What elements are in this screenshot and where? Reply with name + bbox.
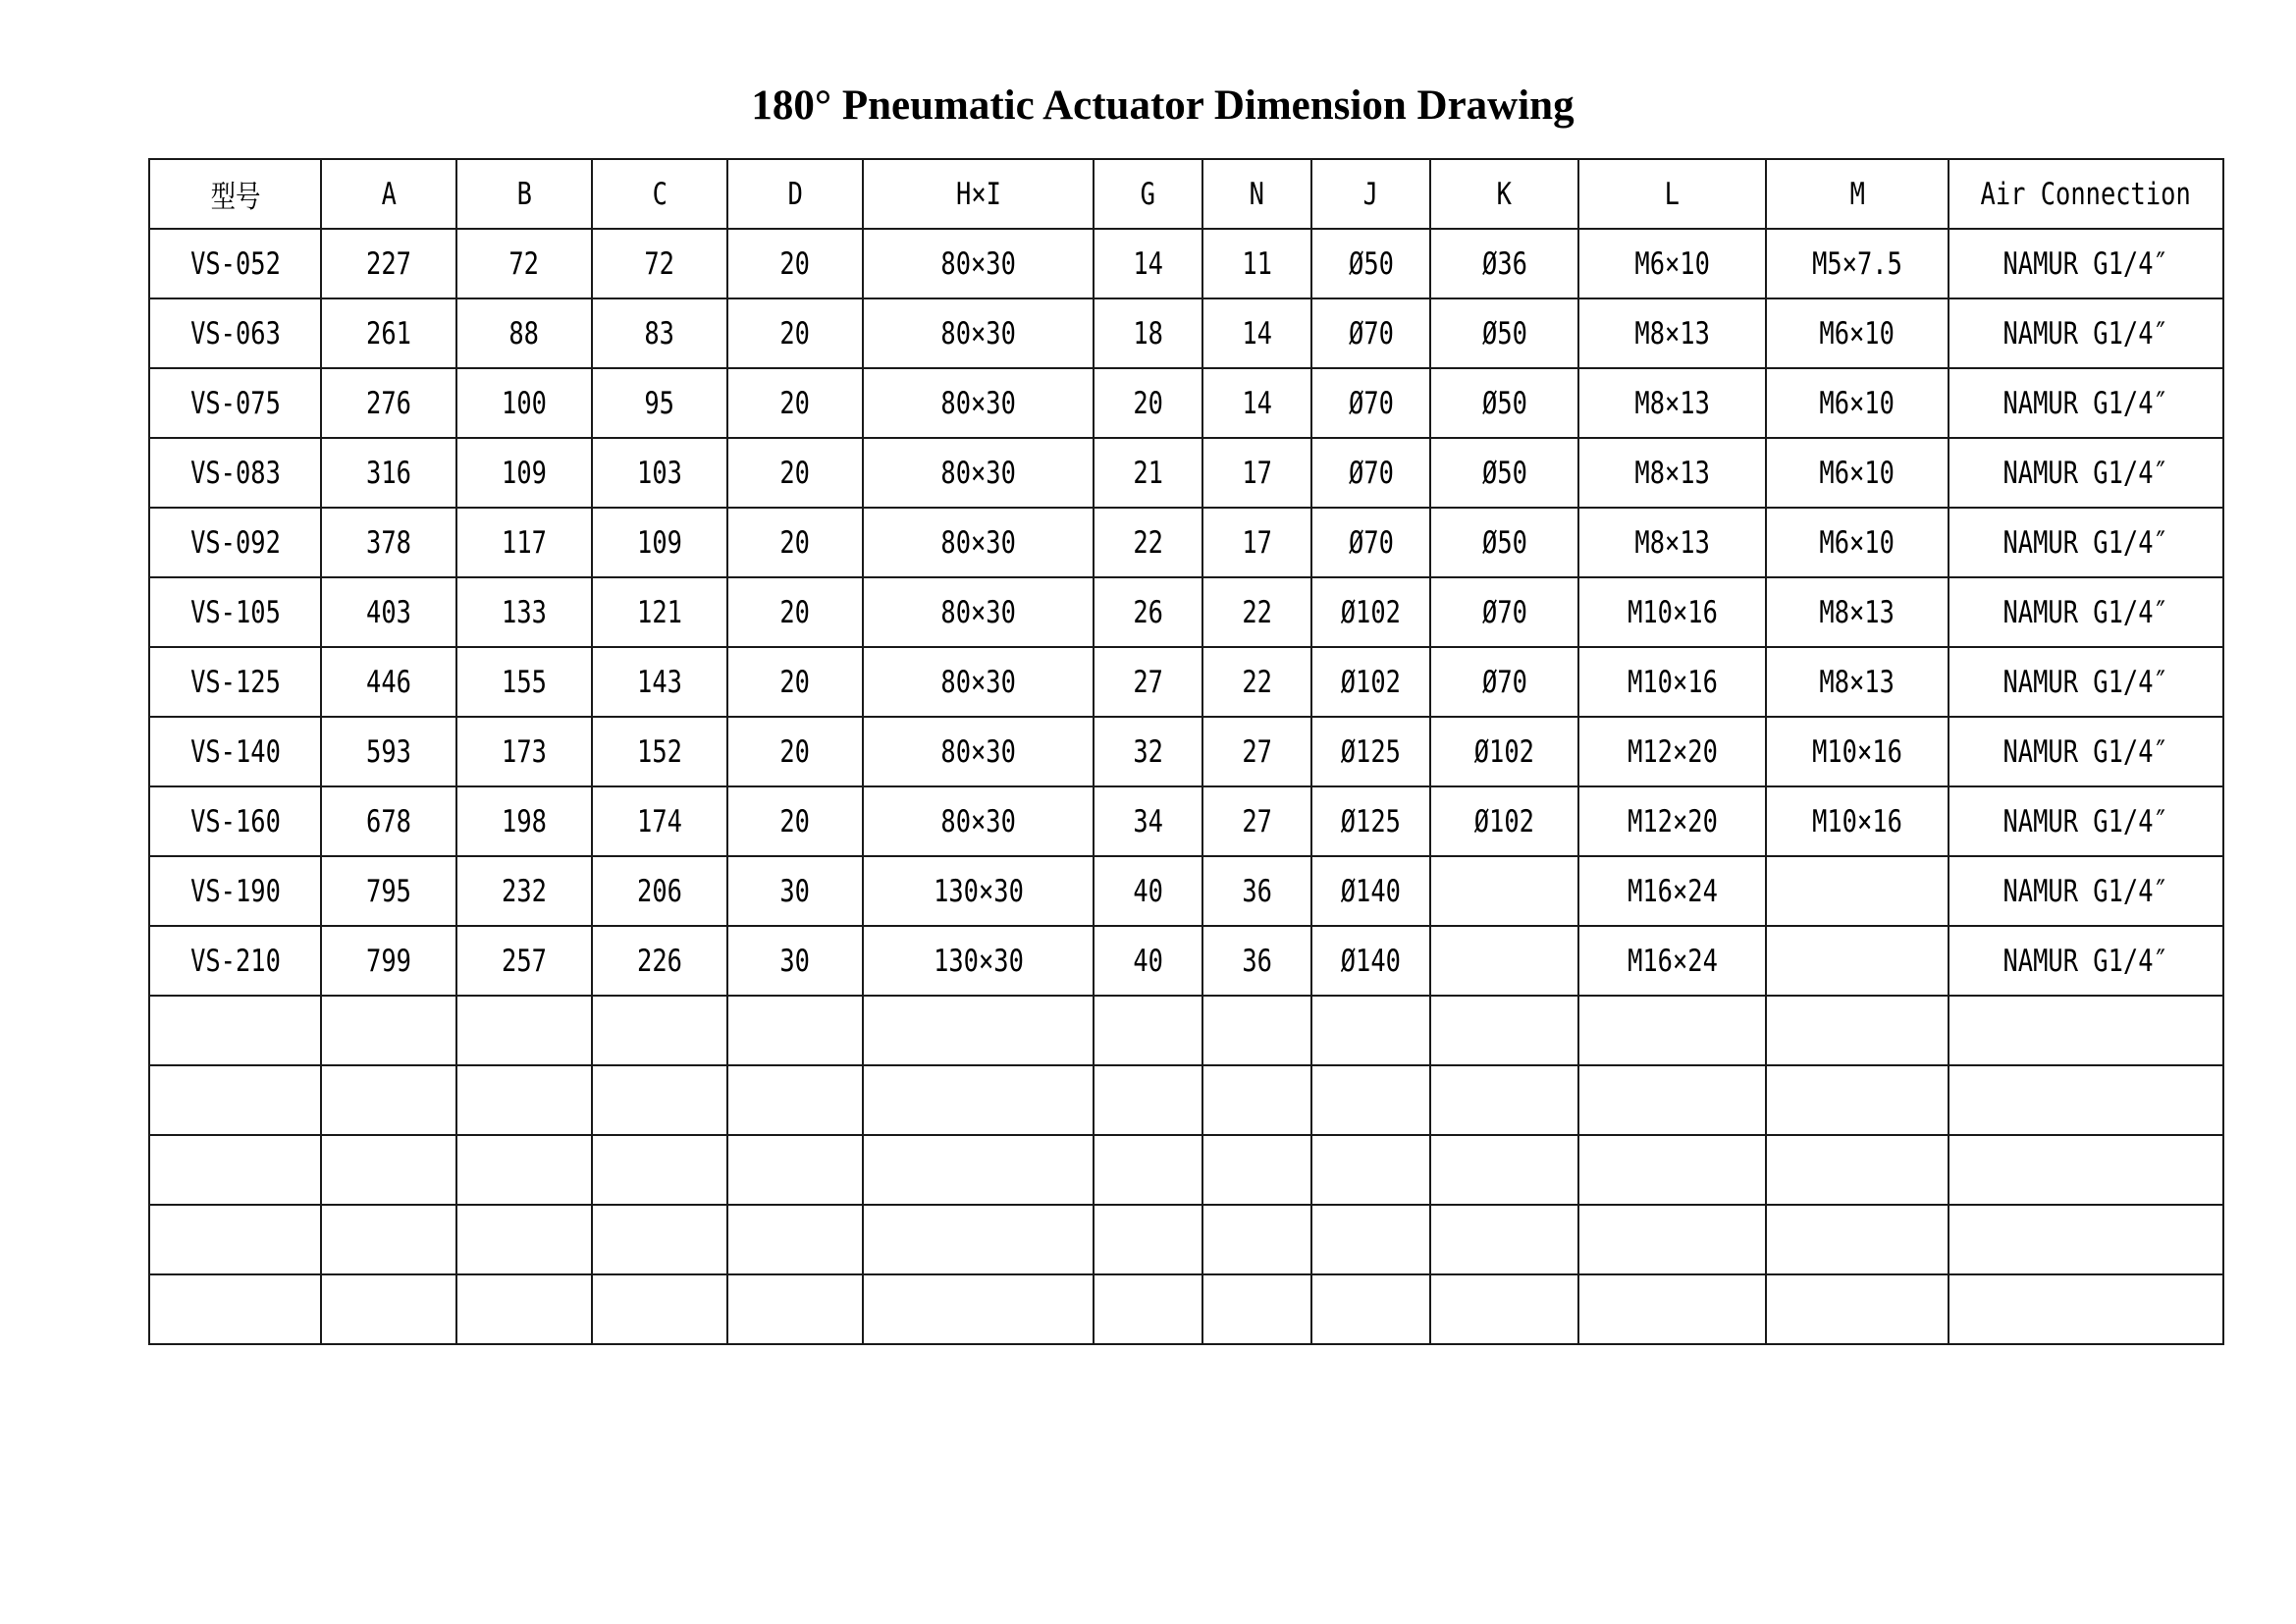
table-cell: M10×16 (1766, 786, 1949, 856)
table-cell (1430, 856, 1578, 926)
table-cell: Ø140 (1311, 926, 1430, 996)
header-cell: L (1578, 159, 1766, 229)
table-cell: 103 (592, 438, 727, 508)
table-cell: Ø125 (1311, 786, 1430, 856)
table-cell: 72 (592, 229, 727, 298)
table-cell: 80×30 (863, 368, 1094, 438)
table-row (149, 1135, 2223, 1205)
table-cell (1578, 996, 1766, 1065)
table-row (149, 926, 2223, 996)
table-cell (321, 1065, 456, 1135)
table-cell: 198 (456, 786, 592, 856)
table-cell: 14 (1202, 298, 1311, 368)
table-cell: 20 (727, 229, 863, 298)
table-cell: NAMUR G1/4″ (1949, 577, 2223, 647)
table-cell (1578, 1065, 1766, 1135)
table-cell: 227 (321, 229, 456, 298)
table-cell: 30 (727, 856, 863, 926)
table-cell (863, 1205, 1094, 1274)
table-cell: VS-052 (149, 229, 321, 298)
table-cell (727, 1135, 863, 1205)
table-cell (1430, 1135, 1578, 1205)
table-cell: 83 (592, 298, 727, 368)
table-cell: VS-190 (149, 856, 321, 926)
table-cell: 20 (1094, 368, 1202, 438)
table-cell: Ø70 (1311, 298, 1430, 368)
table-cell: VS-105 (149, 577, 321, 647)
table-cell (1949, 996, 2223, 1065)
table-cell: Ø70 (1311, 438, 1430, 508)
table-row (149, 647, 2223, 717)
table-cell: 155 (456, 647, 592, 717)
table-cell (1766, 856, 1949, 926)
table-cell (1766, 1065, 1949, 1135)
table-cell (1094, 1274, 1202, 1344)
table-cell: 72 (456, 229, 592, 298)
table-cell (1094, 1205, 1202, 1274)
table-cell: Ø102 (1430, 786, 1578, 856)
table-cell: VS-140 (149, 717, 321, 786)
table-cell (863, 1065, 1094, 1135)
table-cell: 276 (321, 368, 456, 438)
table-cell (863, 1135, 1094, 1205)
table-cell: Ø50 (1430, 438, 1578, 508)
table-cell: 11 (1202, 229, 1311, 298)
table-cell (1949, 1065, 2223, 1135)
table-cell: 80×30 (863, 717, 1094, 786)
table-cell: 403 (321, 577, 456, 647)
table-cell: 32 (1094, 717, 1202, 786)
table-row (149, 856, 2223, 926)
table-cell: 20 (727, 577, 863, 647)
table-cell: M8×13 (1766, 647, 1949, 717)
table-cell: 26 (1094, 577, 1202, 647)
table-cell: NAMUR G1/4″ (1949, 438, 2223, 508)
table-cell: 40 (1094, 926, 1202, 996)
table-cell: 40 (1094, 856, 1202, 926)
table-cell: VS-063 (149, 298, 321, 368)
table-cell: 80×30 (863, 229, 1094, 298)
table-cell: Ø50 (1430, 368, 1578, 438)
table-cell (592, 1135, 727, 1205)
table-cell (321, 996, 456, 1065)
table-cell (149, 1135, 321, 1205)
table-cell: VS-160 (149, 786, 321, 856)
page-title: 180° Pneumatic Actuator Dimension Drawing (751, 82, 1575, 129)
table-cell: M12×20 (1578, 717, 1766, 786)
table-cell: 17 (1202, 438, 1311, 508)
table-cell (1430, 1274, 1578, 1344)
table-cell (321, 1274, 456, 1344)
table-cell: 109 (456, 438, 592, 508)
table-cell: NAMUR G1/4″ (1949, 786, 2223, 856)
table-cell: 21 (1094, 438, 1202, 508)
table-cell (863, 1274, 1094, 1344)
table-cell: M5×7.5 (1766, 229, 1949, 298)
table-cell (1578, 1274, 1766, 1344)
table-cell (727, 1274, 863, 1344)
table-cell (1202, 1205, 1311, 1274)
table-cell: 80×30 (863, 577, 1094, 647)
table-cell (863, 996, 1094, 1065)
table-cell: 27 (1094, 647, 1202, 717)
table-cell: Ø36 (1430, 229, 1578, 298)
table-cell (1578, 1135, 1766, 1205)
table-cell: M6×10 (1578, 229, 1766, 298)
table-cell: NAMUR G1/4″ (1949, 717, 2223, 786)
table-cell (321, 1135, 456, 1205)
table-cell: VS-083 (149, 438, 321, 508)
table-cell: Ø102 (1311, 647, 1430, 717)
table-cell: M16×24 (1578, 856, 1766, 926)
table-cell: Ø70 (1311, 368, 1430, 438)
table-row (149, 996, 2223, 1065)
table-cell: 130×30 (863, 856, 1094, 926)
table-cell (1430, 1205, 1578, 1274)
table-cell: 20 (727, 298, 863, 368)
table-cell: 27 (1202, 786, 1311, 856)
table-cell: M8×13 (1578, 508, 1766, 577)
header-cell: N (1202, 159, 1311, 229)
table-row (149, 229, 2223, 298)
table-cell: M10×16 (1766, 717, 1949, 786)
header-cell: G (1094, 159, 1202, 229)
table-cell: M8×13 (1578, 438, 1766, 508)
table-cell (1311, 996, 1430, 1065)
table-cell: M16×24 (1578, 926, 1766, 996)
table-cell: NAMUR G1/4″ (1949, 298, 2223, 368)
table-cell: Ø70 (1311, 508, 1430, 577)
table-cell: 678 (321, 786, 456, 856)
table-cell: 206 (592, 856, 727, 926)
table-cell (149, 1205, 321, 1274)
table-cell (1094, 1065, 1202, 1135)
table-cell: Ø50 (1430, 508, 1578, 577)
table-cell: 109 (592, 508, 727, 577)
header-cell: H×I (863, 159, 1094, 229)
header-cell: K (1430, 159, 1578, 229)
table-cell: NAMUR G1/4″ (1949, 856, 2223, 926)
table-row (149, 577, 2223, 647)
table-cell: 20 (727, 647, 863, 717)
table-cell: 130×30 (863, 926, 1094, 996)
table-cell: M10×16 (1578, 647, 1766, 717)
table-cell (456, 1065, 592, 1135)
table-cell: M8×13 (1578, 298, 1766, 368)
table-cell (1202, 996, 1311, 1065)
table-cell: 121 (592, 577, 727, 647)
table-cell: 143 (592, 647, 727, 717)
table-cell (592, 1274, 727, 1344)
table-cell (456, 1205, 592, 1274)
table-cell (1578, 1205, 1766, 1274)
table-cell: 117 (456, 508, 592, 577)
table-cell (456, 1135, 592, 1205)
table-cell: 316 (321, 438, 456, 508)
table-cell (592, 1205, 727, 1274)
table-cell (1949, 1135, 2223, 1205)
table-cell (1311, 1065, 1430, 1135)
table-row (149, 1274, 2223, 1344)
table-cell: 174 (592, 786, 727, 856)
table-cell: 80×30 (863, 438, 1094, 508)
table-cell: VS-075 (149, 368, 321, 438)
table-cell: 36 (1202, 856, 1311, 926)
table-cell: M6×10 (1766, 368, 1949, 438)
table-cell: VS-210 (149, 926, 321, 996)
table-cell: 95 (592, 368, 727, 438)
header-cell: A (321, 159, 456, 229)
table-cell: 795 (321, 856, 456, 926)
table-cell: VS-125 (149, 647, 321, 717)
table-header-row (149, 159, 2223, 229)
table-row (149, 298, 2223, 368)
table-row (149, 1205, 2223, 1274)
table-cell: 799 (321, 926, 456, 996)
table-cell (727, 996, 863, 1065)
table-cell (1311, 1135, 1430, 1205)
table-cell (727, 1065, 863, 1135)
table-cell: M6×10 (1766, 438, 1949, 508)
table-cell: 100 (456, 368, 592, 438)
table-cell: 34 (1094, 786, 1202, 856)
table-cell (1202, 1065, 1311, 1135)
table-cell: NAMUR G1/4″ (1949, 368, 2223, 438)
header-cell: D (727, 159, 863, 229)
table-cell (456, 1274, 592, 1344)
table-cell (1430, 1065, 1578, 1135)
table-cell: M10×16 (1578, 577, 1766, 647)
header-cell: C (592, 159, 727, 229)
table-cell: 88 (456, 298, 592, 368)
table-cell (1949, 1205, 2223, 1274)
table-cell: 446 (321, 647, 456, 717)
table-cell (456, 996, 592, 1065)
table-cell: 14 (1202, 368, 1311, 438)
table-cell (1094, 1135, 1202, 1205)
table-cell: 20 (727, 438, 863, 508)
table-cell: NAMUR G1/4″ (1949, 647, 2223, 717)
table-cell (1430, 926, 1578, 996)
table-cell: 173 (456, 717, 592, 786)
table-row (149, 1065, 2223, 1135)
table-cell (149, 1274, 321, 1344)
table-cell (1766, 1274, 1949, 1344)
table-row (149, 368, 2223, 438)
table-cell (1430, 996, 1578, 1065)
header-cell: J (1311, 159, 1430, 229)
table-cell: 261 (321, 298, 456, 368)
header-cell: B (456, 159, 592, 229)
table-cell (1311, 1205, 1430, 1274)
table-cell (592, 1065, 727, 1135)
table-cell: Ø102 (1430, 717, 1578, 786)
header-cell: Air Connection (1949, 159, 2223, 229)
table-cell: 22 (1202, 577, 1311, 647)
table-cell (1766, 996, 1949, 1065)
table-cell: 17 (1202, 508, 1311, 577)
table-cell: Ø125 (1311, 717, 1430, 786)
header-cell: M (1766, 159, 1949, 229)
table-cell (592, 996, 727, 1065)
table-cell: 22 (1202, 647, 1311, 717)
table-cell: 152 (592, 717, 727, 786)
table-cell: M6×10 (1766, 298, 1949, 368)
table-cell: 378 (321, 508, 456, 577)
table-cell: 20 (727, 717, 863, 786)
table-cell (1202, 1135, 1311, 1205)
table-cell: 232 (456, 856, 592, 926)
table-cell: 18 (1094, 298, 1202, 368)
table-cell: M8×13 (1578, 368, 1766, 438)
table-cell: 80×30 (863, 298, 1094, 368)
table-cell: Ø70 (1430, 577, 1578, 647)
table-cell (727, 1205, 863, 1274)
table-row (149, 438, 2223, 508)
table-cell (1311, 1274, 1430, 1344)
table-cell: Ø50 (1430, 298, 1578, 368)
table-cell: Ø50 (1311, 229, 1430, 298)
table-cell: 133 (456, 577, 592, 647)
table-cell: M8×13 (1766, 577, 1949, 647)
table-cell (1094, 996, 1202, 1065)
table-body (149, 229, 2223, 1344)
table-cell (149, 996, 321, 1065)
table-cell (1766, 926, 1949, 996)
table-cell (1766, 1135, 1949, 1205)
table-cell: Ø140 (1311, 856, 1430, 926)
table-cell (149, 1065, 321, 1135)
table-cell: 20 (727, 368, 863, 438)
table-cell: 27 (1202, 717, 1311, 786)
table-cell: 257 (456, 926, 592, 996)
table-cell: 80×30 (863, 786, 1094, 856)
table-cell: NAMUR G1/4″ (1949, 926, 2223, 996)
table-cell: VS-092 (149, 508, 321, 577)
table-row (149, 717, 2223, 786)
table-cell: NAMUR G1/4″ (1949, 229, 2223, 298)
table-cell: NAMUR G1/4″ (1949, 508, 2223, 577)
table-cell: 14 (1094, 229, 1202, 298)
table-cell: 22 (1094, 508, 1202, 577)
table-cell: 226 (592, 926, 727, 996)
table-row (149, 508, 2223, 577)
table-cell: M12×20 (1578, 786, 1766, 856)
table-cell: Ø102 (1311, 577, 1430, 647)
table-cell (321, 1205, 456, 1274)
table-cell: 20 (727, 508, 863, 577)
table-cell: M6×10 (1766, 508, 1949, 577)
table-cell (1949, 1274, 2223, 1344)
header-cell: 型号 (149, 159, 321, 229)
table-cell (1766, 1205, 1949, 1274)
table-row (149, 786, 2223, 856)
table-cell: 593 (321, 717, 456, 786)
table-cell: 80×30 (863, 508, 1094, 577)
table-cell: 20 (727, 786, 863, 856)
table-cell (1202, 1274, 1311, 1344)
table-cell: 30 (727, 926, 863, 996)
dimension-table (148, 158, 2224, 1345)
table-cell: 80×30 (863, 647, 1094, 717)
table-cell: 36 (1202, 926, 1311, 996)
table-cell: Ø70 (1430, 647, 1578, 717)
